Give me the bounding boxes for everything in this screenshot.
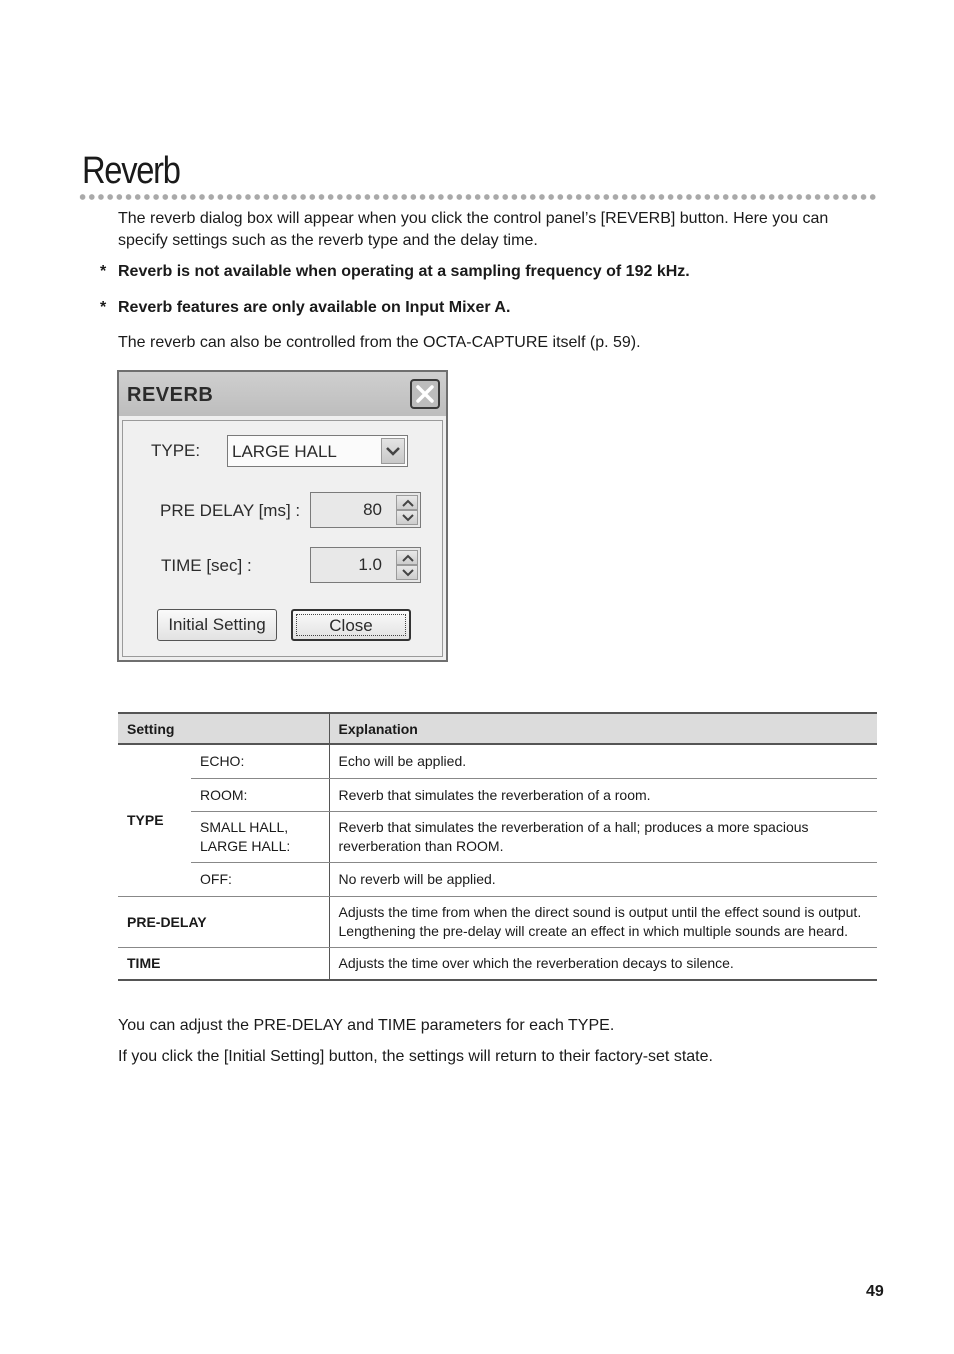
intro-paragraph: The reverb dialog box will appear when you click the control panel’s [REVERB] button. Here you can specify settings such as the reverb type and the delay time. <box>118 210 829 249</box>
explanation-cell: Reverb that simulates the reverberation of a room. <box>329 779 877 812</box>
footer-paragraph: If you click the [Initial Setting] button, the settings will return to their factory-set state. <box>118 1048 713 1065</box>
note-192khz <box>100 261 690 283</box>
explanation-cell: Adjusts the time from when the direct sound is output until the effect sound is output. Lengthening the pre-delay will create an effect in which multiple sounds are heard. <box>329 897 877 948</box>
option-cell: ROOM: <box>191 779 329 812</box>
asterisk-marker: * <box>100 299 107 316</box>
spin-down-icon[interactable] <box>396 510 418 525</box>
close-button-label: Close <box>329 616 373 635</box>
dotted-divider <box>78 193 878 201</box>
header-setting: Setting <box>118 713 329 744</box>
predelay-value: 80 <box>363 500 382 519</box>
time-setting-cell: TIME <box>118 948 329 981</box>
spin-down-icon[interactable] <box>396 565 418 580</box>
note-mixer-a <box>100 297 510 319</box>
option-cell: SMALL HALL, LARGE HALL: <box>191 812 329 863</box>
close-icon[interactable] <box>410 379 440 409</box>
type-label: TYPE: <box>151 441 201 460</box>
dialog-title: REVERB <box>127 384 214 406</box>
dialog-titlebar <box>119 372 446 416</box>
type-setting-cell: TYPE <box>118 744 191 897</box>
focus-ring <box>296 614 406 636</box>
octa-capture-note: The reverb can also be controlled from the OCTA-CAPTURE itself (p. 59). <box>118 334 641 351</box>
table-header-row <box>118 713 877 744</box>
option-cell: OFF: <box>191 863 329 897</box>
table-row <box>118 897 877 948</box>
table-row <box>118 779 877 812</box>
time-value: 1.0 <box>358 555 382 574</box>
time-stepper[interactable] <box>310 547 421 583</box>
spin-up-icon[interactable] <box>396 550 418 565</box>
explanation-cell: No reverb will be applied. <box>329 863 877 897</box>
table-row <box>118 863 877 897</box>
header-explanation: Explanation <box>329 713 877 744</box>
table-row <box>118 812 877 863</box>
dialog-body <box>122 420 443 657</box>
explanation-cell: Reverb that simulates the reverberation of a hall; produces a more spacious reverberation than ROOM. <box>329 812 877 863</box>
initial-setting-button[interactable]: Initial Setting <box>157 609 277 641</box>
chevron-down-icon[interactable] <box>381 438 405 464</box>
table-row <box>118 744 877 779</box>
note-text: Reverb is not available when operating at a sampling frequency of 192 kHz. <box>118 263 690 280</box>
page-title: Reverb <box>82 150 180 192</box>
spin-up-icon[interactable] <box>396 495 418 510</box>
predelay-stepper[interactable] <box>310 492 421 528</box>
type-value: LARGE HALL <box>232 442 337 461</box>
predelay-label: PRE DELAY [ms] : <box>160 501 301 520</box>
footer-paragraph: You can adjust the PRE-DELAY and TIME parameters for each TYPE. <box>118 1017 615 1034</box>
predelay-setting-cell: PRE-DELAY <box>118 897 329 948</box>
type-dropdown[interactable] <box>227 435 408 467</box>
table-row <box>118 948 877 981</box>
settings-table <box>118 712 877 981</box>
note-text: Reverb features are only available on Input Mixer A. <box>118 299 511 316</box>
reverb-dialog <box>117 370 448 662</box>
close-button[interactable] <box>291 609 411 641</box>
time-label: TIME [sec] : <box>161 556 252 575</box>
explanation-cell: Adjusts the time over which the reverberation decays to silence. <box>329 948 877 981</box>
page-number: 49 <box>866 1283 884 1300</box>
asterisk-marker: * <box>100 263 107 280</box>
option-cell: ECHO: <box>191 744 329 779</box>
explanation-cell: Echo will be applied. <box>329 744 877 779</box>
